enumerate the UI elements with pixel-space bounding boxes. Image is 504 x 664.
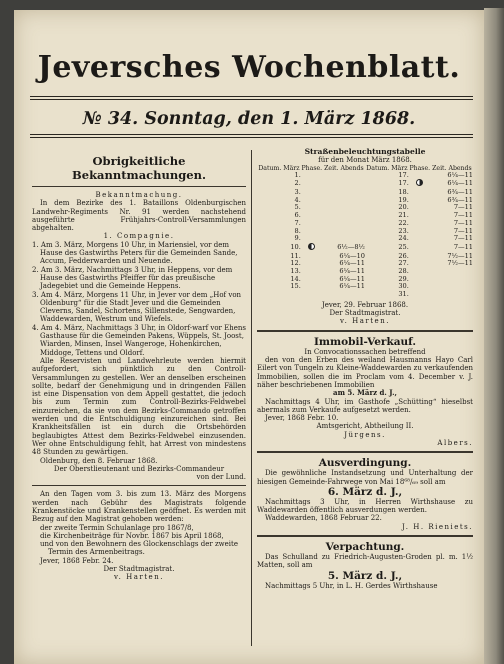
masthead-rule-2	[30, 99, 473, 100]
column-divider	[251, 150, 252, 646]
table-cell	[323, 172, 365, 180]
table-cell	[409, 172, 431, 180]
sale-sub: In Convocationssachen betreffend	[304, 347, 426, 356]
table-row	[257, 172, 473, 180]
aus-date: 6. März d. J.,	[327, 485, 403, 498]
table-cell: 9.	[294, 234, 301, 243]
table-cell: 6¾—11	[447, 195, 473, 204]
table-cell: 7½—11	[447, 259, 473, 268]
left-column	[32, 150, 246, 582]
table-title: Straßenbeleuchtungstabelle	[304, 147, 426, 156]
table-cell	[409, 220, 431, 228]
table-row	[257, 212, 473, 220]
notice-intro: In dem Bezirke des 1. Bataillons Oldenburgischen Landwehr-Regiments Nr. 91 werden nachstehend ausgeführte Frühjahrs-Controll-Versammlungen abgehalten.	[32, 199, 246, 233]
table-cell	[301, 197, 323, 205]
table-cell: 31.	[398, 290, 409, 299]
table-header-row	[257, 165, 473, 172]
sale-date: am 5. März d. J.,	[333, 388, 397, 398]
table-cell: 30.	[398, 282, 409, 291]
notice-item: 2. Am 3. März, Nachmittags 3 Uhr, in Heppens, vor dem Hause des Gastwirths Pfeiffer für das preußische Jadegebiet und die Gemeinde Heppens.	[32, 265, 233, 291]
company-heading: 1. Compagnie.	[103, 232, 175, 241]
notice2-date: Jever, 1868 Febr. 24.	[40, 556, 114, 565]
table-row	[257, 189, 473, 197]
table-row	[257, 228, 473, 236]
aus-name: J. H. Rieniets.	[402, 522, 473, 531]
notice2-item: der zweite Termin Schulanlage pro 1867/8,	[40, 523, 194, 532]
table-cell	[301, 243, 323, 253]
table-cell	[323, 235, 365, 243]
table-cell	[301, 260, 323, 268]
table-cell	[257, 291, 301, 299]
table-cell: 15.	[290, 282, 301, 291]
divider	[257, 451, 473, 453]
sale-place: Jever, 1868 Febr. 10.	[265, 414, 339, 423]
masthead-rule	[30, 96, 473, 97]
notice2-item: und von den Bewohnern des Glockenschlags der zweite Termin des Armenbeitrags.	[40, 540, 238, 557]
table-cell	[409, 276, 431, 284]
table-cell: 19.	[398, 195, 409, 204]
table-cell: 24.	[398, 234, 409, 243]
sale-initial: Albers.	[437, 439, 473, 447]
table-cell: 6¼—11	[447, 170, 473, 179]
table-cell	[301, 204, 323, 212]
sale-name: Jürgens.	[344, 430, 386, 439]
table-cell	[301, 228, 323, 236]
sale-office: Amtsgericht, Abtheilung II.	[316, 422, 414, 431]
notice-place-date: Oldenburg, den 8. Februar 1868.	[40, 456, 158, 465]
section-title: Obrigkeitliche Bekanntmachungen.	[72, 154, 206, 182]
table-cell	[431, 276, 473, 284]
divider	[257, 330, 473, 332]
notice-item: 3. Am 4. März, Morgens 11 Uhr, in Jever vor dem „Hof von Oldenburg“ für die Stadt Jever und die Gemeinden Cleverns, Sandel, Schortens, Sillenstede, Sengwarden, Waddewarden, Westrum und Wiefels.	[32, 290, 242, 324]
table-cell: 6¼—11	[339, 267, 365, 276]
col-header: Datum. März	[258, 164, 300, 172]
table-cell	[323, 220, 365, 228]
table-cell	[301, 276, 323, 284]
table-subtitle: für den Monat März 1868.	[318, 156, 412, 165]
table-cell	[409, 243, 431, 253]
last-quarter-moon-icon	[416, 179, 423, 186]
table-cell: 7—11	[453, 211, 473, 220]
table-cell: 2.	[294, 179, 301, 188]
divider	[257, 535, 473, 537]
table-cell: 7.	[294, 218, 301, 227]
table-cell	[409, 283, 431, 291]
table-cell: 17.	[398, 170, 409, 179]
table-cell	[409, 228, 431, 236]
table-cell: 7—11	[453, 203, 473, 212]
notice-body: Alle Reservisten und Landwehrleute werden hiermit aufgefordert, sich pünktlich zu den Controll-Versammlungen zu gestellen. Wer an denselben erscheinen sollte, bedarf der Genehmigung und in dringenden Fällen ist eine Dispensation von dem Appell gestattet, die jedoch bis zum Termin zum Controll-Bezirks-Feldwebel einzureichen, da sie von dem Bezirks-Commando getroffen werden und die Entschuldigung einzureichen sind. Bei Krankheitsfällen ist ein durch die Ortsbehörden beglaubigtes Attest dem Bezirks-Feldwebel einzusenden. Wer ohne Entschuldigung fehlt, hat Arrest von mindestens 48 Stunden zu gewärtigen.	[32, 356, 246, 457]
table-cell: 20.	[398, 203, 409, 212]
table-cell	[409, 197, 431, 205]
table-cell: 8.	[294, 226, 301, 235]
table-cell	[301, 268, 323, 276]
col-header: Phase.	[301, 164, 323, 172]
table-cell: 22.	[398, 218, 409, 227]
notice2-item: die Kirchenbeiträge für Novbr. 1867 bis April 1868,	[40, 531, 224, 540]
table-cell: 7—11	[453, 218, 473, 227]
table-row	[257, 204, 473, 212]
table-cell	[323, 228, 365, 236]
table-cell	[431, 268, 473, 276]
table-cell: 1.	[294, 170, 301, 179]
right-column	[257, 148, 473, 590]
ver-body: Das Schulland zu Friedrich-Augusten-Groden pl. m. 1½ Matten, soll am	[257, 553, 473, 570]
newspaper-page	[14, 10, 484, 664]
table-row	[257, 291, 473, 299]
table-cell	[409, 291, 431, 299]
table-cell: 14.	[290, 274, 301, 283]
table-cell: 6¼—11	[339, 282, 365, 291]
table-cell: 6¼—10	[339, 251, 365, 260]
table-cell	[409, 260, 431, 268]
table-row	[257, 179, 473, 189]
dateline-rule-2	[30, 137, 473, 138]
notice-item: 4. Am 4. März, Nachmittags 3 Uhr, in Oldorf-warf vor Ehens Gasthause für die Gemeinden Pakens, Wüppels, St. Joost, Wiarden, Minsen, Insel Wangeroge, Hohenkirchen, Middoge, Tettens und Oldorf.	[32, 323, 246, 357]
table-cell	[301, 235, 323, 243]
notice-signer-name: von der Lund.	[196, 473, 246, 482]
table-cell: 4.	[294, 195, 301, 204]
ver-date: 5. März d. J.,	[327, 569, 403, 582]
table-cell	[409, 189, 431, 197]
table-cell: 21.	[398, 211, 409, 220]
table-cell: 23.	[398, 226, 409, 235]
table-cell	[301, 172, 323, 180]
table-cell	[323, 212, 365, 220]
table-cell: 5.	[294, 203, 301, 212]
table-cell	[301, 212, 323, 220]
page-edge	[484, 8, 504, 664]
sale-body: den von den Erben des weiland Hausmanns Hayo Carl Eilert von Tungeln zu Kleine-Waddewarden zu verkaufenden Immobilien, sollen die im Proclam vom 4. December v. J. näher beschriebenen Immobilien	[257, 356, 473, 389]
aus-body: Die gewöhnliche Instandsetzung und Unterhaltung der hiesigen Gemeinde-Fahrwege von Mai 18⁶⁸/₆₉ soll am	[257, 469, 473, 486]
table-cell: 6.	[294, 211, 301, 220]
table-cell	[323, 179, 365, 189]
table-cell: 6¼—11	[339, 259, 365, 268]
table-cell	[431, 291, 473, 299]
table-cell: 7—11	[453, 234, 473, 243]
aus-title: Ausverdingung.	[318, 457, 412, 470]
table-cell: 25.	[398, 242, 409, 251]
notice2-name: v. Harten.	[114, 573, 164, 582]
table-cell	[301, 179, 323, 189]
table-cell	[431, 283, 473, 291]
table-row	[257, 283, 473, 291]
notice2-intro: An den Tagen vom 3. bis zum 13. März des Morgens werden nach Gebühr des Magistrats folgende Krankenstöcke und Krankenstellen geöffnet. Es werden mit Bezug auf den Magistrat gehoben werden:	[32, 490, 246, 524]
table-signer-name: v. Harten.	[340, 317, 390, 326]
table-cell	[409, 268, 431, 276]
lighting-table	[257, 165, 473, 299]
table-cell	[409, 179, 431, 189]
table-cell: 28.	[398, 267, 409, 276]
table-cell: 17.	[398, 179, 409, 188]
table-cell: 6¾—11	[447, 188, 473, 196]
table-cell: 3.	[294, 188, 301, 196]
table-cell: 12.	[290, 259, 301, 268]
table-cell	[301, 220, 323, 228]
table-cell	[323, 204, 365, 212]
table-cell	[409, 212, 431, 220]
sale-body2: Nachmittags 4 Uhr, im Gasthofe „Schütting“ hieselbst abermals zum Verkaufe aufgesetzt werden.	[257, 397, 473, 414]
table-row	[257, 235, 473, 243]
issue-dateline: № 34. Sonntag, den 1. März 1868.	[82, 109, 416, 129]
col-header: Datum. März	[366, 164, 408, 172]
table-cell: 10.	[290, 242, 301, 251]
aus-place: Waddewarden, 1868 Februar 22.	[265, 514, 382, 523]
ver-body2: Nachmittags 5 Uhr, in L. H. Gerdes Wirthshause	[265, 581, 438, 590]
table-cell: 29.	[398, 274, 409, 283]
lighting-table-body	[257, 172, 473, 299]
notice-signer: Der Oberstlieutenant und Bezirks-Commandeur	[53, 464, 225, 473]
table-cell: 18.	[398, 188, 409, 196]
table-cell	[409, 253, 431, 261]
masthead-title: Jeversches Wochenblatt.	[37, 50, 461, 85]
col-header: Zeit. Abends	[432, 164, 472, 172]
table-cell	[323, 197, 365, 205]
table-cell: 27.	[398, 259, 409, 268]
table-cell: 6¼—11	[339, 274, 365, 283]
col-header: Phase.	[409, 164, 431, 172]
first-quarter-moon-icon	[308, 243, 315, 250]
table-cell: 7—11	[453, 242, 473, 251]
table-row	[257, 197, 473, 205]
sale-title: Immobil-Verkauf.	[314, 335, 416, 348]
table-cell	[323, 189, 365, 197]
divider	[32, 485, 246, 486]
table-cell: 11.	[290, 251, 301, 260]
table-cell	[301, 189, 323, 197]
notice2-signer: Der Stadtmagistrat.	[103, 565, 175, 574]
table-cell: 6½—8½	[337, 242, 365, 251]
table-cell: 6¼—11	[447, 179, 473, 188]
divider	[32, 186, 246, 187]
ver-title: Verpachtung.	[325, 541, 405, 554]
dateline-rule	[30, 134, 473, 135]
table-cell: 13.	[290, 267, 301, 276]
table-row	[257, 220, 473, 228]
table-cell	[409, 235, 431, 243]
aus-body2: Nachmittags 3 Uhr, in Herren Wirthshause zu Waddewarden öffentlich ausverdungen werden.	[257, 497, 473, 515]
table-cell	[409, 204, 431, 212]
table-cell	[301, 283, 323, 291]
notice-heading: Bekanntmachung.	[95, 191, 183, 199]
table-cell	[323, 291, 365, 299]
table-cell: 7—11	[453, 226, 473, 235]
table-cell: 7½—11	[447, 251, 473, 260]
table-signer: Der Stadtmagistrat.	[329, 309, 401, 318]
table-cell	[301, 253, 323, 261]
table-cell	[301, 291, 323, 299]
notice-item: 1. Am 3. März, Morgens 10 Uhr, in Mariensiel, vor dem Hause des Gastwirths Peters für die Gemeinden Sande, Accum, Fedderwarden und Neuende.	[32, 240, 238, 266]
table-cell: 26.	[398, 251, 409, 260]
table-date: Jever, 29. Februar 1868.	[321, 300, 409, 309]
col-header: Zeit. Abends	[324, 164, 364, 172]
